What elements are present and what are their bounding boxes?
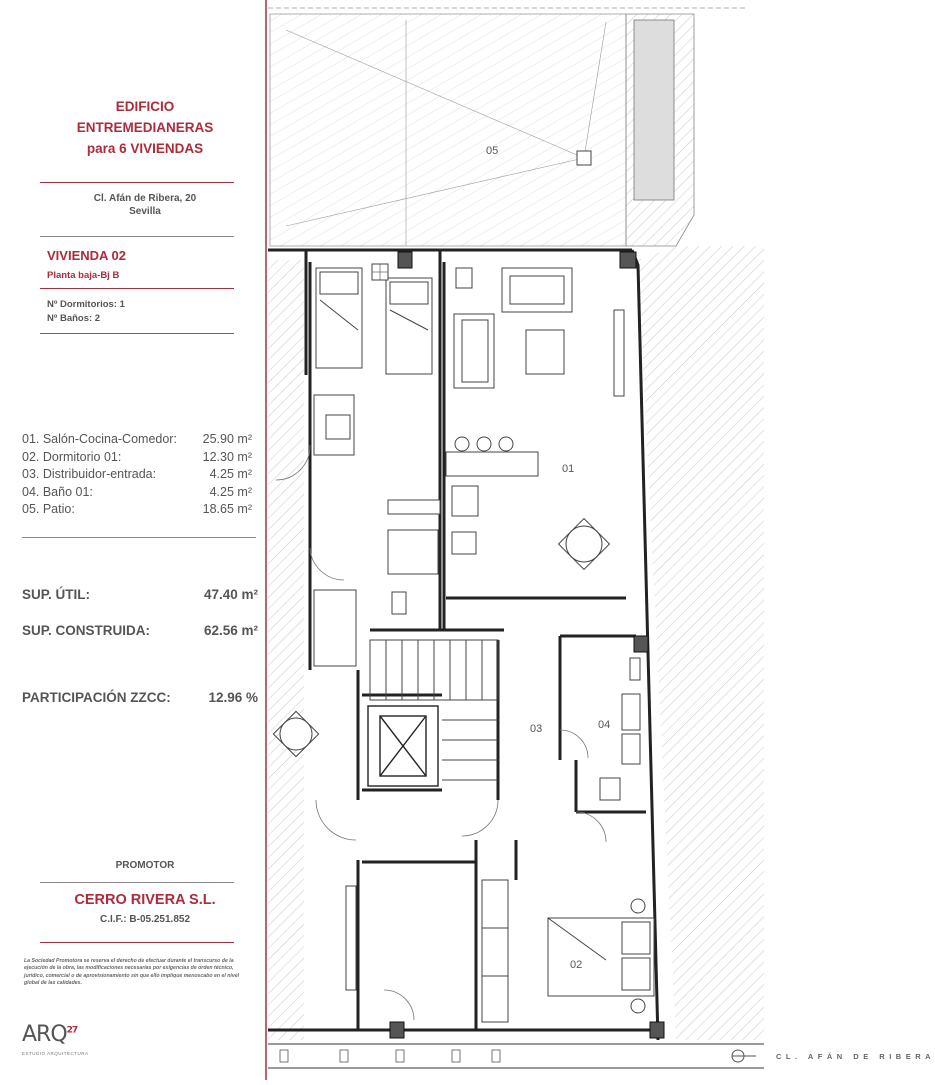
divider (40, 236, 234, 237)
logo-subtitle: ESTUDIO ARQUITECTURA (22, 1051, 89, 1056)
street-label: CL. AFÁN DE RIBERA (776, 1052, 935, 1061)
floor-plan-drawing (266, 0, 764, 1080)
participation-label: PARTICIPACIÓN ZZCC: (22, 690, 171, 705)
neighbour-structure (634, 20, 674, 200)
bath-counter (388, 500, 440, 514)
divider (40, 882, 234, 883)
bedroom-02-furniture (346, 880, 654, 1022)
address-city: Sevilla (129, 206, 161, 217)
living-furniture (446, 268, 624, 554)
wardrobe (314, 590, 356, 666)
room-label-01: 01 (562, 463, 575, 475)
facade-elements (280, 1050, 500, 1062)
room-label-05: 05 (486, 145, 499, 157)
patio-drain-icon (577, 151, 591, 165)
unit-name: VIVIENDA 02 (47, 248, 126, 263)
logo-text: ARQ (22, 1022, 67, 1047)
shower (388, 530, 438, 574)
neighbour-hatch (638, 246, 764, 1040)
useful-surface-label: SUP. ÚTIL: (22, 587, 91, 602)
divider (40, 333, 234, 334)
divider (40, 942, 234, 943)
left-hatch (268, 260, 304, 1040)
room-label: 02. Dormitorio 01: (22, 449, 122, 464)
bed-left (316, 268, 432, 374)
promoter-label: PROMOTOR (115, 860, 175, 871)
room-label: 05. Patio: (22, 502, 75, 516)
title-line-2: ENTREMEDIANERAS (76, 120, 214, 135)
legal-notice: La Sociedad Promotora se reserva el derecho de efectuar durante el transcurso de la ejecución de la obra, las modificaciones necesarias por exigencias de orden técnico, jurídico, comercial o de aprovisionamiento sin que ello implique menoscabo en el nivel global de las calidades. (24, 958, 240, 987)
room-row (22, 466, 252, 484)
room-area: 12.30 m² (202, 449, 252, 464)
building-title (40, 96, 250, 159)
participation-value: 12.96 % (208, 690, 258, 705)
bedrooms-count: Nº Dormitorios: 1 (47, 299, 125, 310)
bathrooms-count: Nº Baños: 2 (47, 313, 101, 324)
info-panel (0, 0, 266, 1080)
bar-stools (455, 437, 513, 451)
dining-table (559, 519, 610, 570)
studio-logo (22, 1022, 77, 1047)
useful-surface-value: 47.40 m² (203, 587, 258, 602)
room-label: 03. Distribuidor-entrada: (22, 467, 157, 481)
unit-info (47, 298, 125, 326)
room-area: 4.25 m² (209, 467, 252, 481)
room-label-02: 02 (570, 959, 583, 971)
promoter-cif: C.I.F.: B-05.251.852 (99, 914, 191, 925)
room-label: 04. Baño 01: (22, 484, 93, 499)
room-label: 01. Salón-Cocina-Comedor: (22, 432, 177, 446)
divider (40, 288, 234, 289)
divider (40, 182, 234, 183)
room-label-04: 04 (598, 719, 611, 731)
unit-floor: Planta baja-Bj B (47, 270, 120, 281)
built-surface-value: 62.56 m² (203, 623, 258, 638)
title-line-1: EDIFICIO (115, 99, 175, 114)
address-street: Cl. Afán de Ribera, 20 (93, 193, 197, 204)
patio-area (270, 14, 626, 246)
address (40, 192, 250, 218)
promoter-name: CERRO RIVERA S.L. (74, 892, 216, 908)
floor-plan (266, 0, 935, 1080)
built-surface-label: SUP. CONSTRUIDA: (22, 623, 151, 638)
room-row (22, 501, 252, 519)
room-row (22, 431, 252, 449)
elevator (368, 706, 438, 786)
room-row (22, 484, 252, 502)
room-area: 4.25 m² (209, 484, 252, 499)
rooms-table (22, 431, 252, 519)
chair (326, 415, 350, 439)
room-row (22, 449, 252, 467)
room-area: 18.65 m² (202, 502, 252, 516)
room-label-03: 03 (530, 723, 543, 735)
title-line-3: para 6 VIVIENDAS (86, 141, 204, 156)
toilet-icon (392, 592, 406, 614)
logo-superscript: 27 (66, 1025, 78, 1036)
divider (22, 537, 256, 538)
room-area: 25.90 m² (202, 432, 252, 446)
